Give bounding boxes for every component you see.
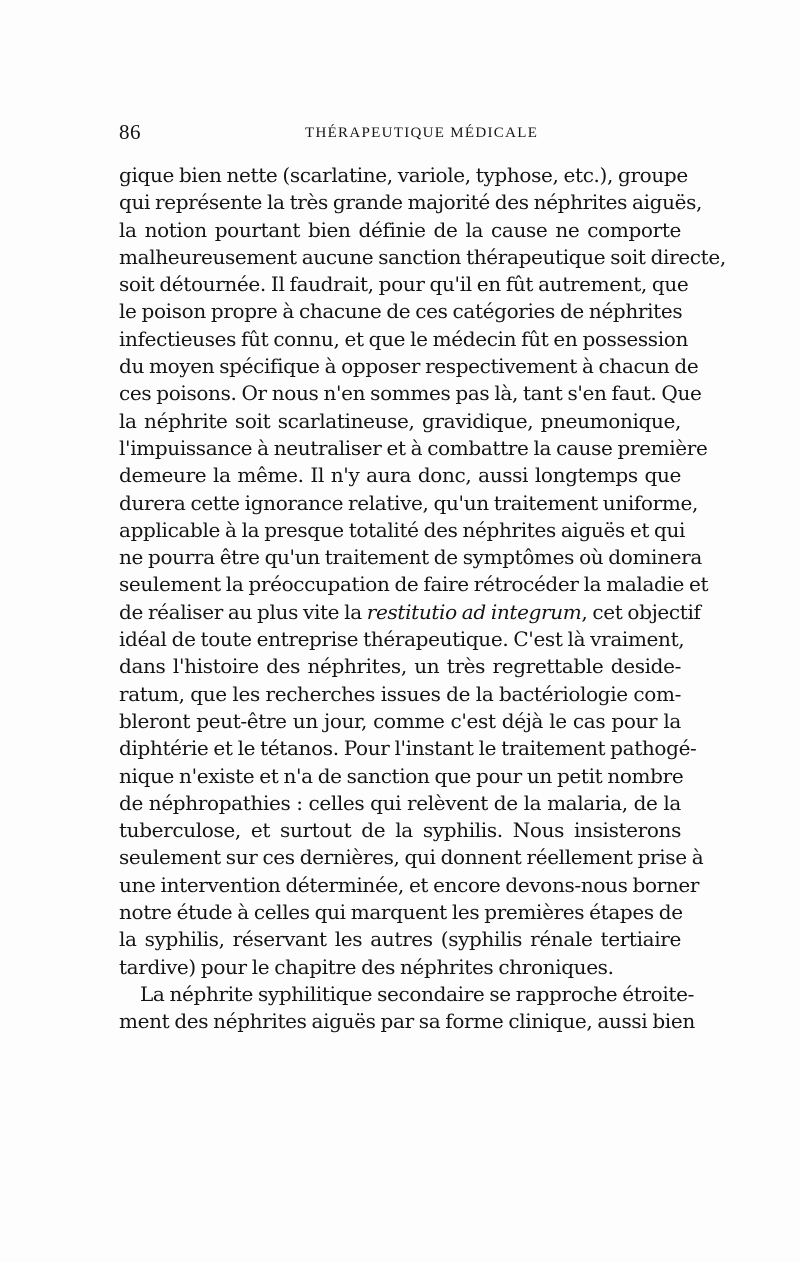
- text-line: de réaliser au plus vite la restitutio ad integrum, cet objectif: [119, 599, 701, 624]
- text-line: le poison propre à chacune de ces catégories de néphrites: [119, 299, 683, 324]
- text-line: idéal de toute entreprise thérapeutique. C'est là vraiment,: [119, 627, 685, 652]
- text-line: ratum, que les recherches issues de la bactériologie com-: [119, 681, 681, 706]
- text-line: ces poisons. Or nous n'en sommes pas là, tant s'en faut. Que: [119, 381, 702, 406]
- text-line-paragraph-start: La néphrite syphilitique secondaire se rapproche étroite-: [140, 981, 694, 1006]
- text-line: demeure la même. Il n'y aura donc, aussi longtemps que: [119, 463, 681, 488]
- text-line: du moyen spécifique à opposer respectivement à chacun de: [119, 354, 699, 379]
- text-line-paragraph-end: tardive) pour le chapitre des néphrites chroniques.: [119, 954, 614, 979]
- page-number: 86: [119, 120, 141, 144]
- text-line: la syphilis, réservant les autres (syphilis rénale tertiaire: [119, 927, 681, 952]
- body-text: [119, 162, 726, 1036]
- running-header: [119, 120, 681, 144]
- text-line: bleront peut-être un jour, comme c'est déjà le cas pour la: [119, 708, 681, 733]
- text-line: diphtérie et le tétanos. Pour l'instant le traitement pathogé-: [119, 736, 697, 761]
- text-line: ne pourra être qu'un traitement de symptômes où dominera: [119, 545, 702, 570]
- text-line: gique bien nette (scarlatine, variole, typhose, etc.), groupe: [119, 163, 688, 187]
- text-line: de néphropathies : celles qui relèvent de la malaria, de la: [119, 790, 681, 815]
- text-line: ment des néphrites aiguës par sa forme clinique, aussi bien: [119, 1009, 695, 1034]
- text-line: durera cette ignorance relative, qu'un traitement uniforme,: [119, 490, 698, 515]
- text-line: la notion pourtant bien définie de la cause ne comporte: [119, 217, 681, 242]
- text-line: infectieuses fût connu, et que le médecin fût en possession: [119, 326, 688, 351]
- text-line: une intervention déterminée, et encore devons-nous borner: [119, 872, 700, 897]
- text-line: seulement la préoccupation de faire rétrocéder la maladie et: [119, 572, 709, 597]
- text-line: nique n'existe et n'a de sanction que pour un petit nombre: [119, 763, 684, 788]
- running-title: THÉRAPEUTIQUE MÉDICALE: [305, 125, 539, 141]
- text-line: notre étude à celles qui marquent les premières étapes de: [119, 900, 683, 925]
- text-line: la néphrite soit scarlatineuse, gravidique, pneumonique,: [119, 408, 681, 433]
- text-line: applicable à la presque totalité des néphrites aiguës et qui: [119, 517, 686, 542]
- text-line: seulement sur ces dernières, qui donnent réellement prise à: [119, 845, 704, 870]
- text-line: malheureusement aucune sanction thérapeutique soit directe,: [119, 244, 726, 269]
- text-line: tuberculose, et surtout de la syphilis. Nous insisterons: [119, 818, 681, 843]
- text-line: soit détournée. Il faudrait, pour qu'il en fût autrement, que: [119, 272, 689, 297]
- latin-phrase: restitutio ad integrum: [366, 599, 582, 624]
- text-line: dans l'histoire des néphrites, un très regrettable deside-: [119, 654, 681, 679]
- text-line: qui représente la très grande majorité des néphrites aiguës,: [119, 190, 703, 215]
- text-line: l'impuissance à neutraliser et à combattre la cause première: [119, 435, 708, 460]
